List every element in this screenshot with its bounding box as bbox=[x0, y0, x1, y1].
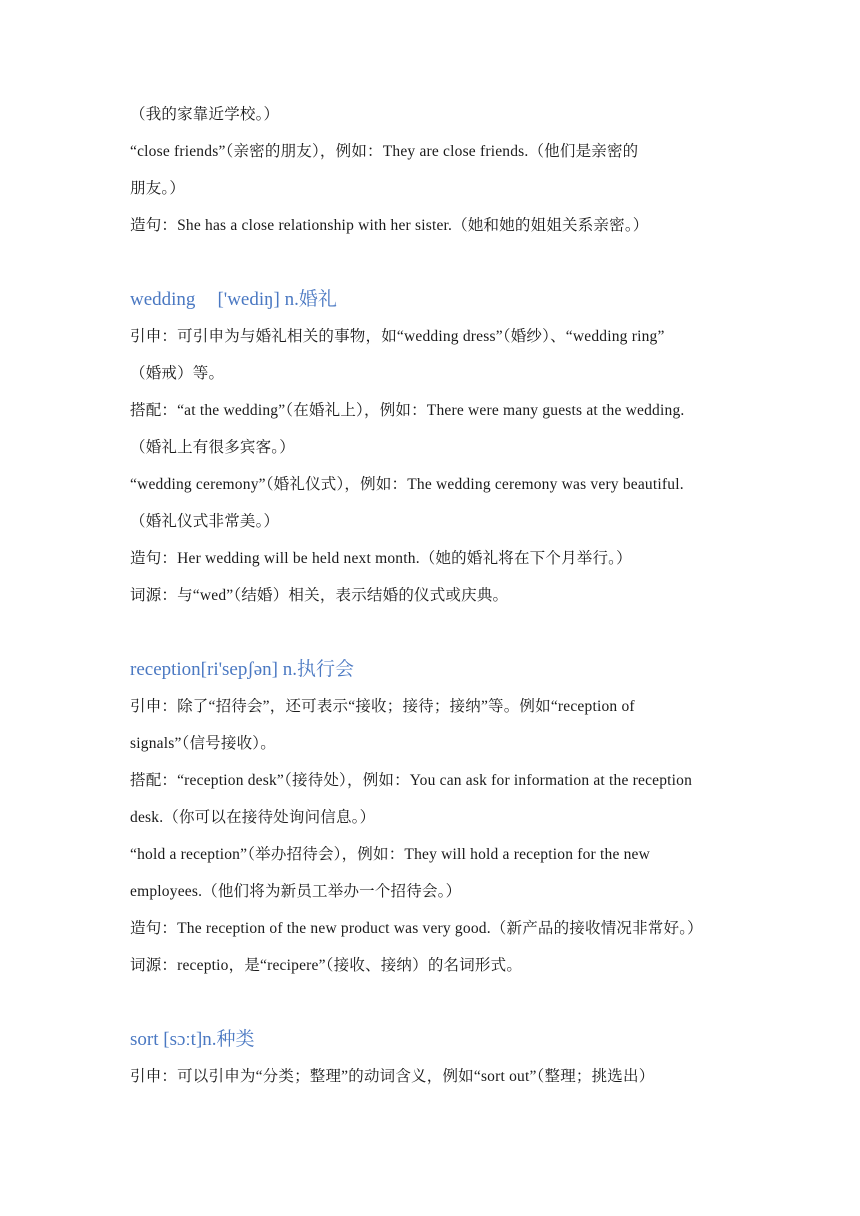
entry-heading-sort bbox=[130, 1021, 745, 1058]
document-page bbox=[130, 96, 745, 1095]
text-line: 引申：除了“招待会”，还可表示“接收；接待；接纳”等。例如“reception of bbox=[130, 698, 635, 715]
entry-word: reception[ri'sepʃən] n.执行会 bbox=[130, 659, 354, 680]
text-line: 造句：The reception of the new product was very good.（新产品的接收情况非常好。） bbox=[130, 920, 703, 937]
entry-heading-wedding bbox=[130, 281, 745, 318]
text-line: 词源：receptio，是“recipere”（接收、接纳）的名词形式。 bbox=[130, 957, 523, 974]
entry-heading-reception bbox=[130, 651, 745, 688]
section-sort bbox=[130, 1021, 745, 1095]
entry-word: sort [sɔːt]n.种类 bbox=[130, 1029, 255, 1050]
text-line: 朋友。） bbox=[130, 180, 186, 197]
text-line: （婚礼上有很多宾客。） bbox=[130, 439, 295, 456]
section-spacer bbox=[130, 614, 745, 651]
text-line: （婚戒）等。 bbox=[130, 365, 225, 382]
text-line: “hold a reception”（举办招待会），例如：They will hold a reception for the new bbox=[130, 846, 651, 863]
section-close bbox=[130, 96, 745, 244]
text-line: （婚礼仪式非常美。） bbox=[130, 513, 280, 530]
text-line: “wedding ceremony”（婚礼仪式），例如：The wedding ceremony was very beautiful. bbox=[130, 476, 684, 493]
text-line: 引申：可引申为与婚礼相关的事物，如“wedding dress”（婚纱）、“wedding ring” bbox=[130, 328, 665, 345]
text-line: signals”（信号接收）。 bbox=[130, 735, 276, 752]
text-line: 搭配：“reception desk”（接待处），例如：You can ask for information at the reception bbox=[130, 772, 693, 789]
text-line: 搭配：“at the wedding”（在婚礼上），例如：There were many guests at the wedding. bbox=[130, 402, 685, 419]
text-line: 造句：She has a close relationship with her sister.（她和她的姐姐关系亲密。） bbox=[130, 217, 649, 234]
section-spacer bbox=[130, 244, 745, 281]
text-line: （我的家靠近学校。） bbox=[130, 106, 280, 123]
section-spacer bbox=[130, 984, 745, 1021]
text-line: 引申：可以引申为“分类；整理”的动词含义，例如“sort out”（整理；挑选出） bbox=[130, 1068, 655, 1085]
entry-phonetic-definition: ['wediŋ] n.婚礼 bbox=[217, 289, 337, 310]
text-line: desk.（你可以在接待处询问信息。） bbox=[130, 809, 376, 826]
entry-word: wedding bbox=[130, 289, 196, 310]
section-reception bbox=[130, 651, 745, 984]
section-wedding bbox=[130, 281, 745, 614]
text-line: 词源：与“wed”（结婚）相关，表示结婚的仪式或庆典。 bbox=[130, 587, 509, 604]
text-line: “close friends”（亲密的朋友），例如：They are close friends.（他们是亲密的 bbox=[130, 143, 639, 160]
text-line: 造句：Her wedding will be held next month.（她的婚礼将在下个月举行。） bbox=[130, 550, 632, 567]
text-line: employees.（他们将为新员工举办一个招待会。） bbox=[130, 883, 462, 900]
